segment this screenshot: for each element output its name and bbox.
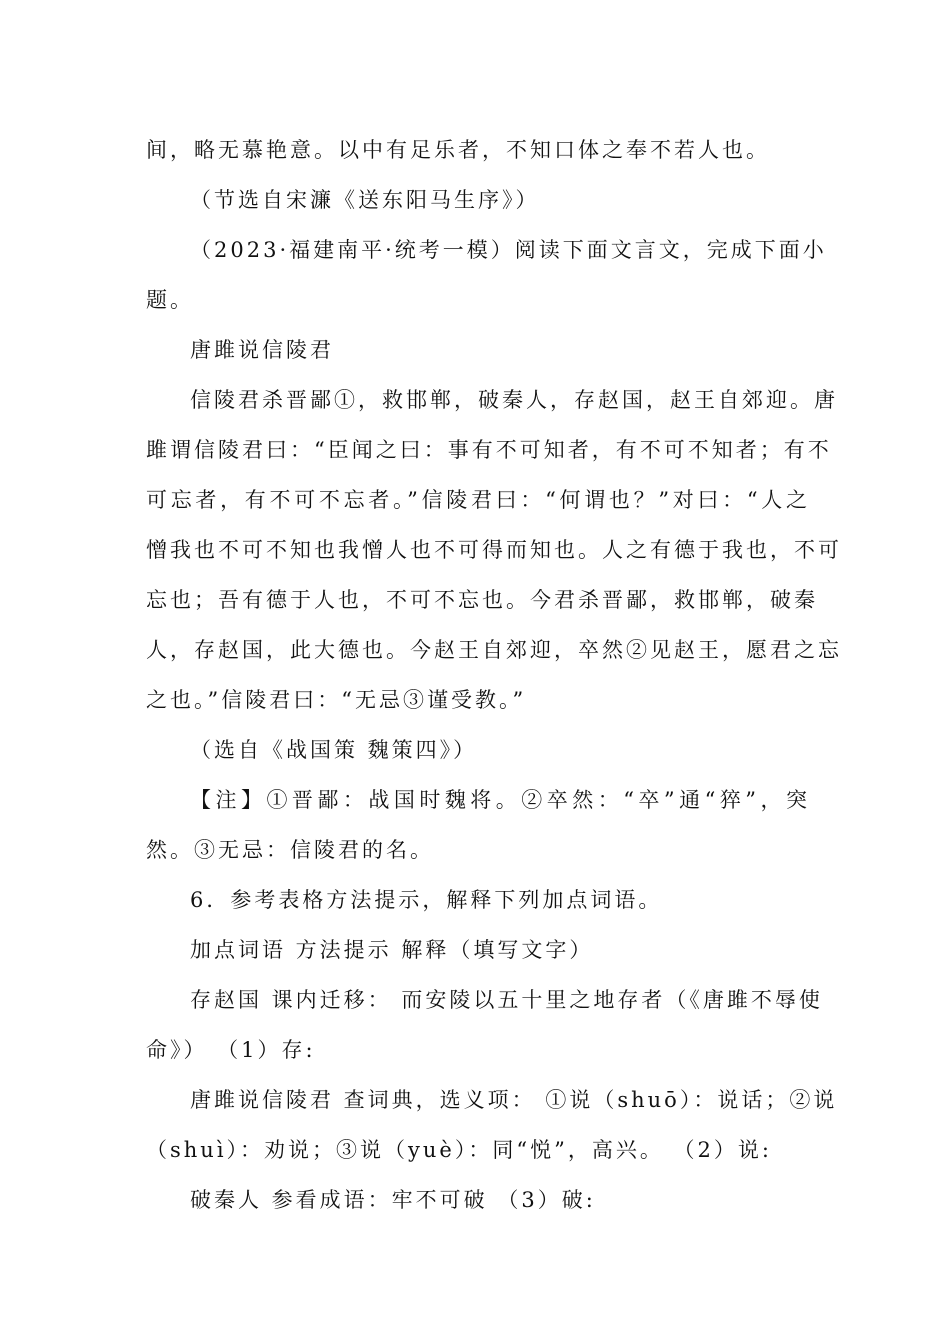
table-row-2-line-1: 唐雎说信陵君 查词典，选义项： ①说（shuō）：说话；②说 [190,1088,838,1112]
question-6-prompt: 6．参考表格方法提示，解释下列加点词语。 [190,888,663,912]
table-row-1-line-2: 命》） （1）存: [146,1038,316,1062]
passage-source: （选自《战国策 魏策四》） [190,738,478,762]
table-row-1-line-1: 存赵国 课内迁移： 而安陵以五十里之地存者（《唐雎不辱使 [190,988,823,1012]
table-header: 加点词语 方法提示 解释（填写文字） [190,938,594,962]
passage-line: 忘也；吾有德于人也，不可不忘也。今君杀晋鄙，救邯郸，破秦 [146,588,818,612]
passage-line: 憎我也不可不知也我憎人也不可得而知也。人之有德于我也，不可 [146,538,842,562]
notes-line-1: 【注】①晋鄙：战国时魏将。②卒然：“卒”通“猝”，突 [190,788,810,812]
passage-line: 信陵君杀晋鄙①，救邯郸，破秦人，存赵国，赵王自郊迎。唐 [190,388,838,412]
prev-passage-line: 间，略无慕艳意。以中有足乐者，不知口体之奉不若人也。 [146,138,770,162]
passage-line: 之也。”信陵君曰：“无忌③谨受教。” [146,688,527,712]
passage-line: 雎谓信陵君曰：“臣闻之曰：事有不可知者，有不可不知者；有不 [146,438,832,462]
passage-title: 唐雎说信陵君 [190,338,334,362]
table-row-3: 破秦人 参看成语：牢不可破 （3）破: [190,1188,596,1212]
table-row-2-line-2: （shuì）：劝说；③说（yuè）：同“悦”，高兴。 （2）说: [146,1138,772,1162]
prev-passage-source: （节选自宋濂《送东阳马生序》） [190,188,540,212]
notes-line-2: 然。③无忌：信陵君的名。 [146,838,434,862]
question-intro-line-1: （2023·福建南平·统考一模）阅读下面文言文，完成下面小 [190,238,827,262]
passage-line: 人，存赵国，此大德也。今赵王自郊迎，卒然②见赵王，愿君之忘 [146,638,842,662]
passage-line: 可忘者，有不可不忘者。”信陵君曰：“何谓也？”对曰：“人之 [146,488,810,512]
question-intro-line-2: 题。 [146,288,194,312]
